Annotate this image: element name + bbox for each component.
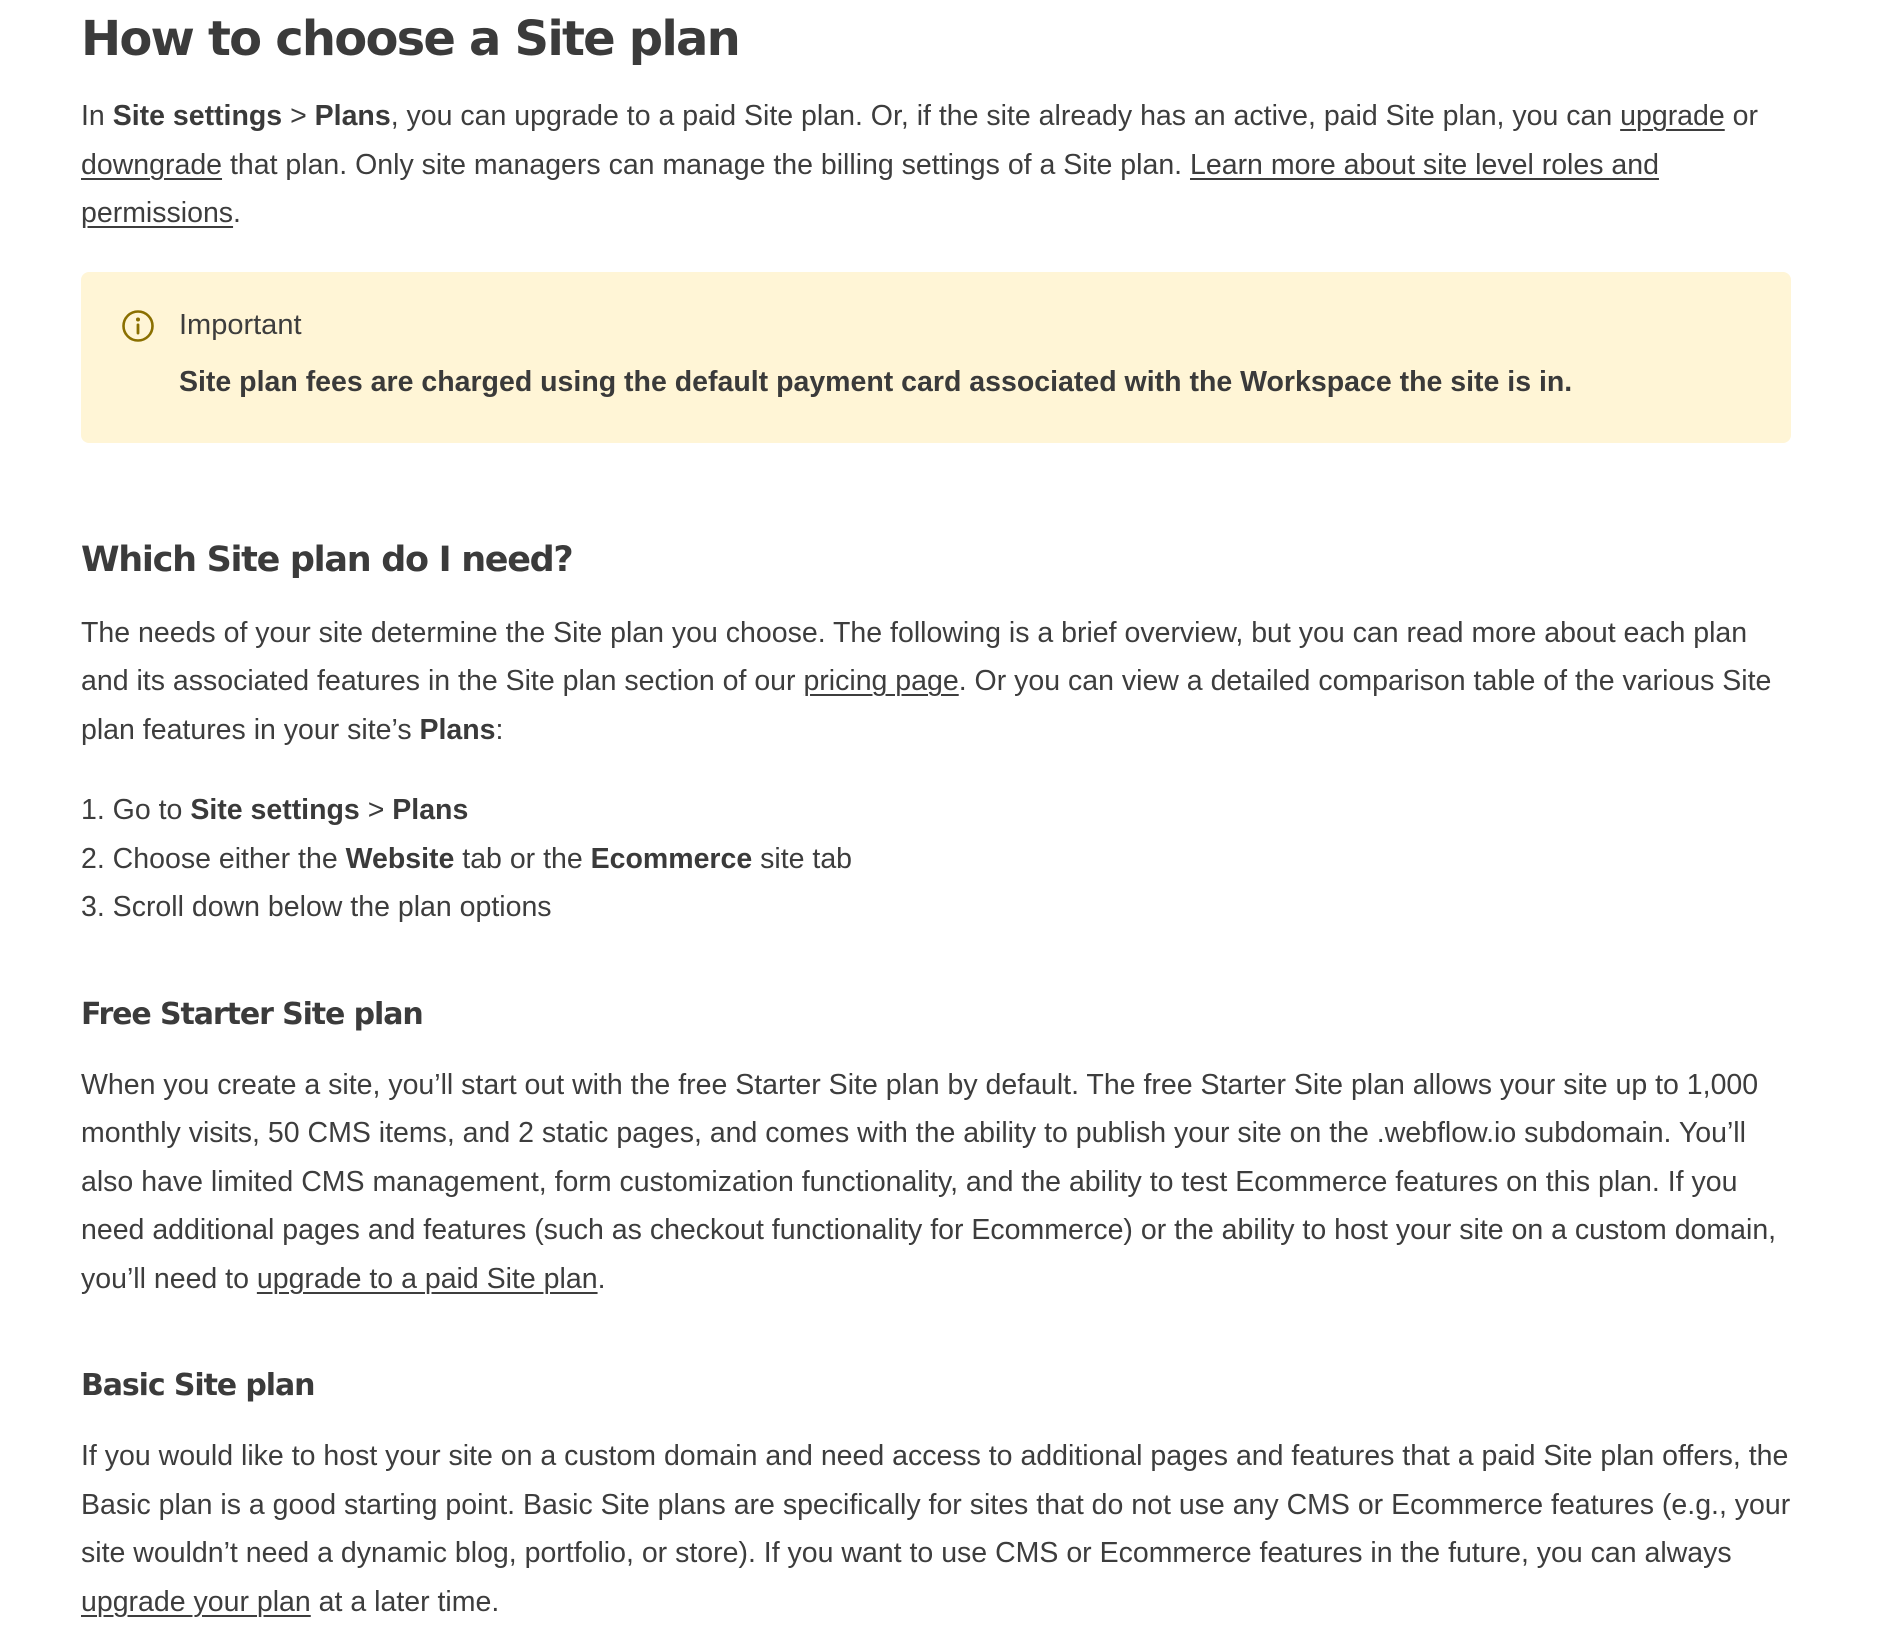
basic-text: If you would like to host your site on a custom domain and need access to additional pages and features that a paid Site plan offers, the Basic plan is a good starting point. Basic Site plans are specifically for sites that do not use any CMS or Ecommerce features (e.g., your site wouldn’t need a dynamic blog, portfolio, or store). If you want to use CMS or Ecommerce features in the future, you can always bbox=[81, 1440, 1791, 1569]
plans-label: Plans bbox=[419, 713, 496, 746]
step-text: tab or the bbox=[454, 842, 591, 875]
free-starter-section bbox=[81, 995, 1791, 1304]
step-text: 3. Scroll down below the plan options bbox=[81, 891, 552, 923]
which-plan-paragraph bbox=[81, 609, 1791, 755]
article bbox=[81, 0, 1791, 1626]
list-item bbox=[81, 786, 1791, 835]
intro-text: In bbox=[81, 100, 113, 132]
basic-plan-section bbox=[81, 1366, 1791, 1626]
plans-label: Plans bbox=[314, 100, 391, 132]
intro-text: , you can upgrade to a paid Site plan. Or, if the site already has an active, paid Site plan, you can bbox=[390, 100, 1621, 132]
steps-list bbox=[81, 786, 1791, 932]
important-callout bbox=[81, 272, 1791, 443]
intro-text: that plan. Only site managers can manage the billing settings of a Site plan. bbox=[222, 148, 1191, 181]
upgrade-link[interactable]: upgrade bbox=[1620, 100, 1725, 132]
upgrade-your-plan-link[interactable]: upgrade your plan bbox=[81, 1585, 311, 1618]
basic-plan-paragraph bbox=[81, 1432, 1791, 1626]
plans-label: Plans bbox=[392, 794, 469, 826]
ecommerce-tab-label: Ecommerce bbox=[590, 842, 753, 875]
website-tab-label: Website bbox=[345, 842, 455, 875]
free-starter-heading: Free Starter Site plan bbox=[81, 996, 423, 1032]
callout-body: Site plan fees are charged using the default payment card associated with the Workspace the site is in. bbox=[179, 365, 1573, 398]
site-settings-label: Site settings bbox=[112, 100, 283, 132]
which-plan-section bbox=[81, 537, 1791, 932]
which-text: . Or you can view a detailed comparison table of the various Site plan features in your site’s bbox=[81, 665, 1772, 746]
upgrade-paid-plan-link[interactable]: upgrade to a paid Site plan bbox=[256, 1262, 598, 1295]
intro-paragraph bbox=[81, 92, 1791, 238]
free-text: When you create a site, you’ll start out with the free Starter Site plan by default. The free Starter Site plan allows your site up to 1,000 monthly visits, 50 CMS items, and 2 static pages, and comes with the ability to publish your site on the .webflow.io subdomain. You’ll also have limited CMS management, form customization functionality, and the ability to test Ecommerce features on this plan. If you need additional pages and features (such as checkout functionality for Ecommerce) or the ability to host your site on a custom domain, you’ll need to bbox=[81, 1068, 1777, 1295]
which-text: : bbox=[495, 713, 504, 746]
free-starter-paragraph bbox=[81, 1061, 1791, 1304]
roles-permissions-link[interactable]: Learn more about site level roles and permissions bbox=[81, 148, 1659, 229]
basic-text: at a later time. bbox=[310, 1585, 500, 1618]
site-settings-label: Site settings bbox=[190, 794, 360, 826]
breadcrumb-separator: > bbox=[282, 100, 315, 132]
which-plan-heading: Which Site plan do I need? bbox=[81, 539, 573, 580]
intro-text: or bbox=[1724, 100, 1758, 132]
basic-plan-heading: Basic Site plan bbox=[81, 1368, 315, 1403]
list-item bbox=[81, 835, 1791, 884]
which-text: The needs of your site determine the Site plan you choose. The following is a brief overview, but you can read more about each plan and its associated features in the Site plan section of our bbox=[81, 616, 1748, 697]
info-circle-icon bbox=[121, 309, 155, 343]
free-text: . bbox=[597, 1262, 606, 1295]
intro-text: . bbox=[233, 197, 241, 229]
step-text: 2. Choose either the bbox=[81, 842, 346, 875]
list-item bbox=[81, 883, 1791, 932]
page-title: How to choose a Site plan bbox=[81, 11, 739, 67]
pricing-page-link[interactable]: pricing page bbox=[803, 665, 959, 697]
step-text: 1. Go to bbox=[81, 794, 191, 826]
callout-header bbox=[121, 302, 1751, 350]
breadcrumb-separator: > bbox=[359, 794, 393, 826]
callout-title: Important bbox=[179, 309, 302, 341]
downgrade-link[interactable]: downgrade bbox=[81, 148, 223, 181]
step-text: site tab bbox=[752, 842, 853, 875]
